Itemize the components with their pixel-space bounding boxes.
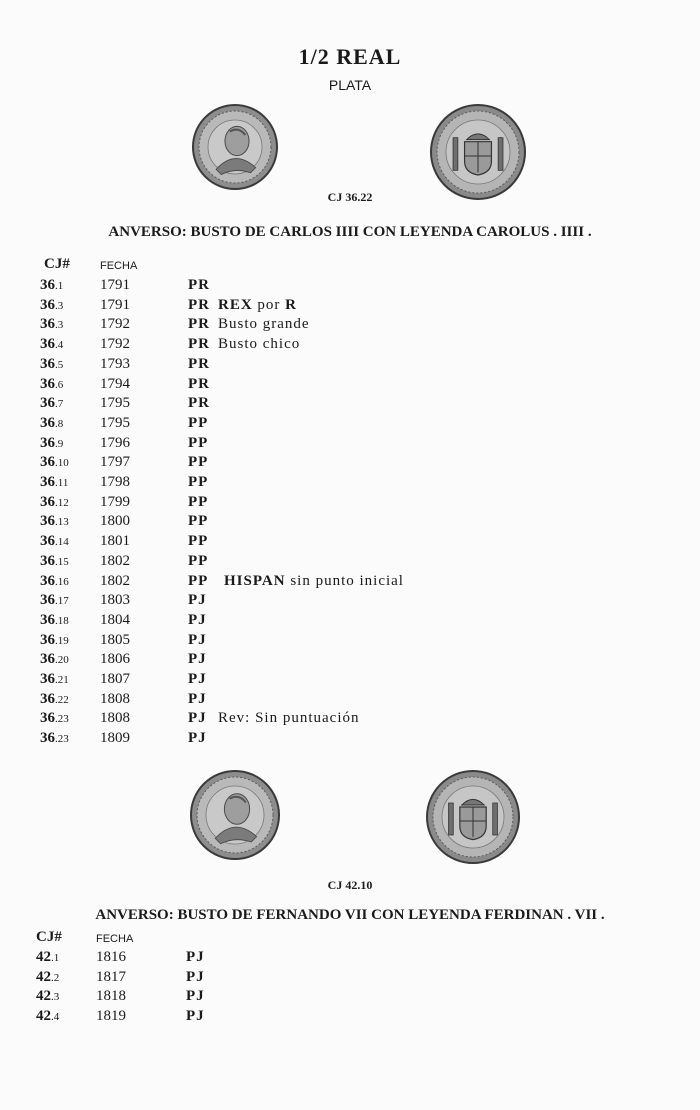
table-row [0,590,700,610]
cj-series: 36 [40,454,55,471]
year-value: 1792 [100,336,130,353]
cj-number [40,275,63,296]
cj-series: 36 [40,710,55,727]
cj-number [40,452,69,473]
coin-carlos-iiii-reverse-image [430,104,526,200]
assayer-mark: PR [188,395,210,412]
section-heading: ANVERSO: BUSTO DE FERNANDO VII CON LEYENDA FERDINAN . VII . [95,907,605,923]
table-row [0,511,700,531]
year-value: 1804 [100,611,130,628]
table-row [0,275,700,295]
cj-subnumber: .5 [55,358,64,371]
table-row [0,986,700,1006]
assayer-mark: PR [188,277,210,293]
cj-number [40,374,63,395]
assayer-mark: PP [188,493,209,510]
assayer-mark: PR [188,375,210,392]
cj-subnumber: .8 [55,417,64,430]
table-row [0,669,700,689]
cj-subnumber: .21 [55,674,69,686]
year-value: 1816 [96,949,126,965]
cj-series: 36 [40,592,55,609]
variety-note [218,334,300,354]
cj-series: 42 [36,1008,51,1025]
cj-series: 36 [40,533,55,550]
cj-subnumber: .19 [55,634,69,647]
note-segment: HISPAN [224,572,286,589]
cj-number [40,413,63,434]
cj-series: 36 [40,414,55,431]
assayer-mark: PJ [188,611,207,628]
cj-series: 36 [40,395,55,412]
table-row [0,649,700,669]
table-row [0,492,700,512]
table-row [0,689,700,709]
cj-number [36,986,59,1007]
year-value: 1796 [100,434,130,451]
note-segment: sin punto inicial [285,572,404,589]
cj-number [40,551,69,572]
cj-number [36,947,59,968]
table-row [0,551,700,571]
table-row [0,433,700,453]
page-subtitle: PLATA [328,77,372,93]
year-value: 1802 [100,552,130,569]
table-row [0,413,700,433]
year-value: 1801 [100,533,130,550]
cj-series: 36 [40,730,55,747]
cj-series: 36 [40,434,55,451]
cj-subnumber: .3 [55,319,64,332]
assayer-mark: PP [188,434,209,451]
variety-note [218,295,297,315]
cj-number [40,649,69,670]
cj-number [40,314,63,335]
year-value: 1797 [100,454,130,471]
year-value: 1800 [100,513,130,530]
year-value: 1807 [100,671,130,687]
year-value: 1798 [100,474,130,490]
assayer-mark: PJ [186,1008,205,1025]
variety-note [218,314,310,334]
year-value: 1806 [100,651,130,668]
year-value: 1808 [100,690,130,707]
table-row [0,610,700,630]
note-segment: Busto grande [218,316,310,333]
cj-series: 36 [40,355,55,372]
assayer-mark: PP [188,474,209,490]
cj-subnumber: .7 [55,398,64,411]
cj-subnumber: .16 [55,575,69,588]
assayer-mark: PJ [186,988,205,1005]
year-value: 1794 [100,375,130,392]
cj-series: 36 [40,336,55,353]
cj-series: 36 [40,296,55,313]
cj-series: 36 [40,552,55,569]
table-row [0,452,700,472]
year-value: 1817 [96,968,126,985]
coin-fernando-vii-obverse-image [190,770,280,860]
coin-carlos-iiii-obverse-image [192,104,278,190]
note-segment: por [252,296,286,313]
cj-series: 36 [40,572,55,589]
assayer-mark: PR [188,336,210,353]
year-value: 1795 [100,414,130,431]
cj-number [36,967,59,988]
table-row [0,314,700,334]
cj-series: 42 [36,988,51,1005]
cj-subnumber: .11 [55,477,69,489]
year-value: 1805 [100,631,130,648]
assayer-mark: PJ [188,631,207,648]
assayer-mark: PJ [188,710,207,727]
cj-number [40,590,69,611]
cj-series: 36 [40,375,55,392]
cj-number [40,354,63,375]
cj-number [40,511,69,532]
table-row [0,630,700,650]
table-row [0,393,700,413]
assayer-mark: PP [188,552,209,569]
cj-subnumber: .2 [51,971,60,984]
table-row [0,472,700,492]
assayer-mark: PJ [186,968,205,985]
note-segment: Busto chico [218,336,301,353]
cj-subnumber: .22 [55,693,69,706]
column-header-cj: CJ# [44,256,70,272]
assayer-mark: PP [188,454,209,471]
cj-series: 36 [40,316,55,333]
assayer-mark: PJ [188,592,207,609]
table-row [0,295,700,315]
table-row [0,354,700,374]
year-value: 1819 [96,1008,126,1025]
table-row [0,708,700,728]
cj-subnumber: .9 [55,437,64,450]
table-row [0,947,700,967]
cj-subnumber: .12 [55,496,69,509]
table-row [0,1006,700,1026]
assayer-mark: PR [188,355,210,372]
figure-caption: CJ 42.10 [327,878,373,892]
column-header-fecha: FECHA [96,933,134,945]
year-value: 1809 [100,730,130,747]
table-row [0,531,700,551]
assayer-mark: PJ [188,730,207,747]
coin-fernando-vii-reverse-image [426,770,520,864]
cj-number [36,1006,59,1027]
cj-series: 36 [40,690,55,707]
year-value: 1793 [100,355,130,372]
cj-subnumber: .18 [55,614,69,627]
cj-subnumber: .15 [55,555,69,568]
cj-number [40,630,69,651]
note-segment: Rev: Sin puntuación [218,710,360,727]
cj-number [40,571,69,592]
cj-number [40,728,69,749]
table-row [0,374,700,394]
assayer-mark: PR [188,316,210,333]
cj-number [40,610,69,631]
cj-subnumber: .14 [55,536,69,549]
cj-subnumber: .23 [55,713,69,726]
variety-note [218,708,360,728]
year-value: 1791 [100,296,130,313]
cj-number [40,295,63,316]
note-segment: R [285,296,298,313]
cj-subnumber: .4 [55,339,64,352]
assayer-mark: PR [188,296,210,313]
column-header-fecha: FECHA [100,260,138,272]
note-segment: REX [218,296,253,313]
cj-number [40,433,63,454]
cj-subnumber: .3 [51,991,60,1004]
year-value: 1818 [96,988,126,1005]
cj-subnumber: .1 [51,952,60,964]
variety-note [224,571,404,591]
cj-series: 36 [40,611,55,628]
cj-subnumber: .23 [55,733,69,746]
cj-series: 36 [40,651,55,668]
figure-caption: CJ 36.22 [327,190,373,204]
cj-series: 42 [36,949,51,965]
assayer-mark: PJ [188,671,207,687]
year-value: 1799 [100,493,130,510]
cj-series: 36 [40,493,55,510]
cj-series: 42 [36,968,51,985]
assayer-mark: PJ [188,690,207,707]
cj-subnumber: .20 [55,654,69,667]
cj-number [40,472,68,493]
cj-number [40,492,69,513]
cj-subnumber: .4 [51,1011,60,1024]
year-value: 1808 [100,710,130,727]
cj-subnumber: .1 [55,280,64,292]
cj-series: 36 [40,631,55,648]
cj-number [40,689,69,710]
table-row [0,728,700,748]
cj-subnumber: .17 [55,595,69,608]
assayer-mark: PJ [186,949,205,965]
assayer-mark: PP [188,572,209,589]
year-value: 1802 [100,572,130,589]
table-row [0,967,700,987]
assayer-mark: PP [188,513,209,530]
year-value: 1791 [100,277,130,293]
cj-number [40,334,63,355]
cj-series: 36 [40,671,55,687]
cj-number [40,531,69,552]
year-value: 1792 [100,316,130,333]
table-row [0,571,700,591]
year-value: 1795 [100,395,130,412]
assayer-mark: PJ [188,651,207,668]
column-header-cj: CJ# [36,929,62,945]
assayer-mark: PP [188,414,209,431]
assayer-mark: PP [188,533,209,550]
cj-series: 36 [40,513,55,530]
cj-series: 36 [40,474,55,490]
cj-subnumber: .3 [55,299,64,312]
cj-subnumber: .6 [55,378,64,391]
table-row [0,334,700,354]
cj-series: 36 [40,277,55,293]
cj-number [40,708,69,729]
cj-number [40,393,63,414]
cj-subnumber: .10 [55,457,69,470]
cj-number [40,669,69,690]
page-title: 1/2 REAL [298,44,402,69]
section-heading: ANVERSO: BUSTO DE CARLOS IIII CON LEYENDA CAROLUS . IIII . [108,224,592,240]
year-value: 1803 [100,592,130,609]
cj-subnumber: .13 [55,516,69,529]
